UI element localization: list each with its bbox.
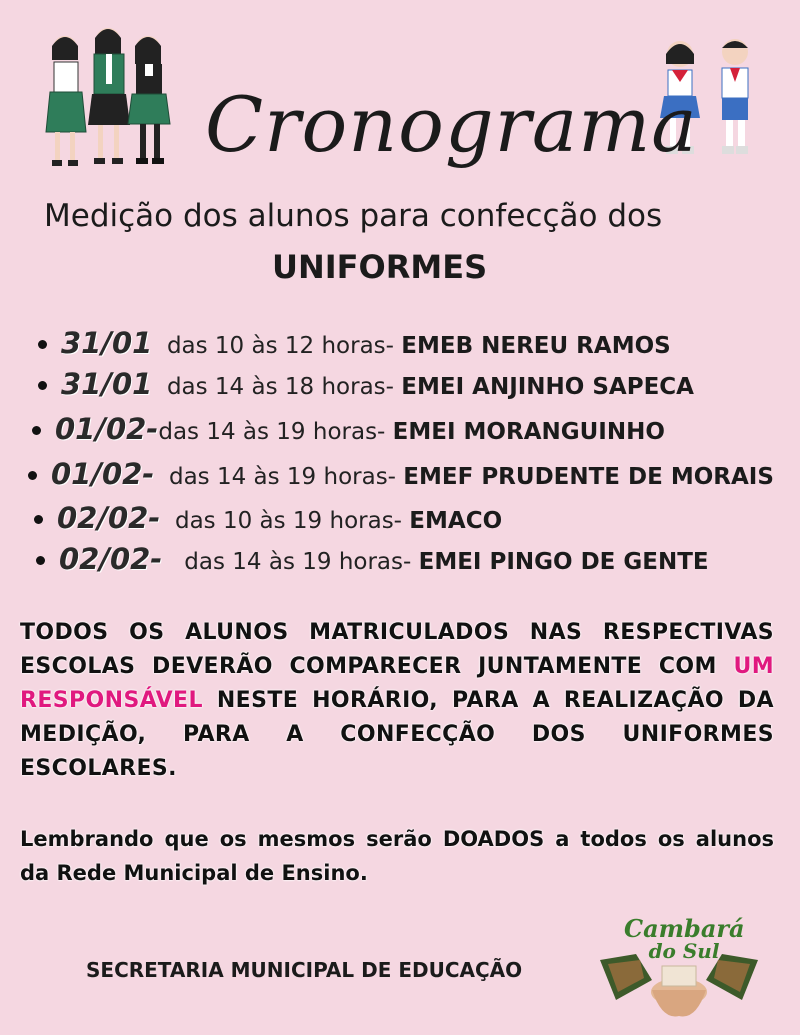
logo-text bbox=[624, 914, 745, 963]
page-title: Cronograma bbox=[205, 80, 698, 169]
notice-text: TODOS OS ALUNOS MATRICULADOS NAS RESPECTIVAS ESCOLAS DEVERÃO COMPARECER JUNTAMENTE COM bbox=[20, 620, 774, 679]
bullet-icon bbox=[38, 381, 47, 390]
bullet-icon bbox=[28, 471, 37, 480]
girl-figure bbox=[88, 28, 130, 164]
subtitle-uniforms: UNIFORMES bbox=[272, 248, 488, 286]
notice-text: NESTE HORÁRIO, PARA A REALIZAÇÃO DA MEDIÇÃO, PARA A CONFECÇÃO DOS UNIFORMES ESCOLARES. bbox=[20, 688, 774, 781]
reminder-paragraph bbox=[20, 822, 774, 890]
notice-highlight: UM RESPONSÁVEL bbox=[20, 654, 775, 713]
bullet-icon bbox=[32, 426, 41, 435]
schedule-item bbox=[38, 367, 694, 401]
schedule-hours: das 10 às 12 horas- bbox=[166, 333, 394, 359]
schedule-school: EMEI MORANGUINHO bbox=[392, 419, 665, 445]
schedule-item bbox=[34, 501, 502, 535]
schedule-hours: das 14 às 19 horas- bbox=[184, 549, 412, 575]
notice-paragraph bbox=[20, 616, 774, 786]
schedule-item bbox=[36, 542, 709, 576]
boy-figure bbox=[722, 39, 748, 154]
schedule-date: 01/02- bbox=[51, 457, 155, 491]
girl-figure bbox=[128, 36, 170, 164]
girl-figure bbox=[46, 36, 86, 166]
schedule-date: 02/02- bbox=[59, 542, 163, 576]
reminder-bold: DOADOS bbox=[442, 827, 545, 851]
schedule-school: EMEB NEREU RAMOS bbox=[401, 333, 671, 359]
bullet-icon bbox=[34, 515, 43, 524]
subtitle: Medição dos alunos para confecção dos bbox=[44, 198, 663, 234]
schedule-school: EMEF PRUDENTE DE MORAIS bbox=[403, 464, 774, 490]
footer-secretariat: SECRETARIA MUNICIPAL DE EDUCAÇÃO bbox=[86, 958, 523, 982]
logo-line: Cambará bbox=[624, 914, 745, 943]
bullet-icon bbox=[38, 340, 47, 349]
schedule-hours: das 14 às 19 horas- bbox=[168, 464, 396, 490]
schedule-item bbox=[32, 412, 665, 446]
reminder-text: a todos os alunos da Rede Municipal de Ensino. bbox=[20, 827, 774, 885]
schedule-hours: das 14 às 19 horas- bbox=[158, 419, 386, 445]
schedule-item bbox=[38, 326, 671, 360]
students-girls-illustration bbox=[30, 20, 190, 180]
schedule-school: EMEI PINGO DE GENTE bbox=[418, 549, 709, 575]
schedule-date: 31/01 bbox=[61, 367, 153, 401]
schedule-school: EMACO bbox=[409, 508, 503, 534]
reminder-text: Lembrando que os mesmos serão bbox=[20, 827, 432, 851]
schedule-date: 02/02- bbox=[57, 501, 161, 535]
schedule-date: 01/02- bbox=[55, 412, 159, 446]
schedule-hours: das 14 às 18 horas- bbox=[166, 374, 394, 400]
bullet-icon bbox=[36, 556, 45, 565]
schedule-date: 31/01 bbox=[61, 326, 153, 360]
schedule-item bbox=[28, 457, 774, 491]
schedule-hours: das 10 às 19 horas- bbox=[174, 508, 402, 534]
logo-line: do Sul bbox=[648, 939, 720, 963]
schedule-school: EMEI ANJINHO SAPECA bbox=[401, 374, 694, 400]
